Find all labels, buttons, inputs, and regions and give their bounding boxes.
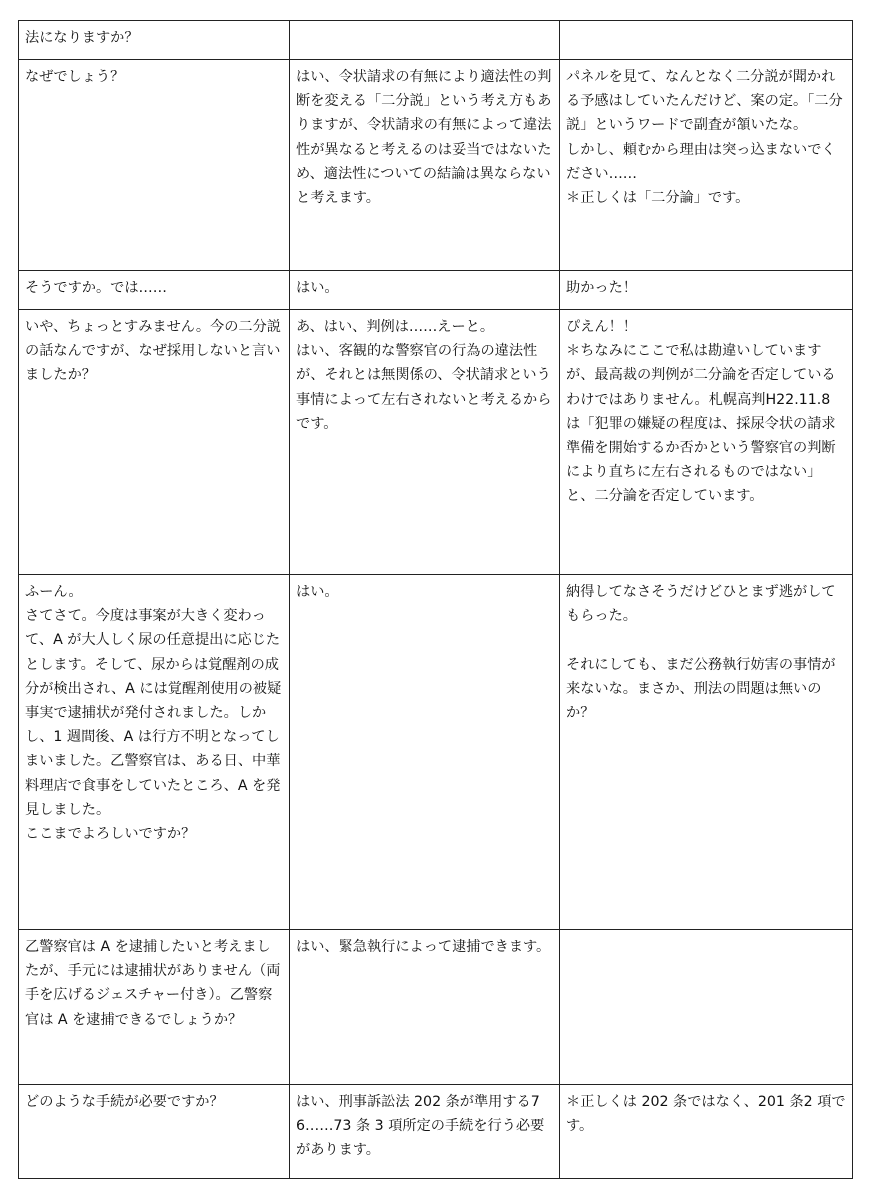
note-cell: 納得してなさそうだけどひとまず逃がしてもらった。 それにしても、まだ公務執行妨害の事情が来ないな。まさか、刑法の問題は無いのか？ [560,575,853,930]
answer-cell: あ、はい、判例は……えーと。 はい、客観的な警察官の行為の違法性が、それとは無関係の、令状請求という事情によって左右されないと考えるからです。 [290,310,560,575]
answer-cell: はい、令状請求の有無により適法性の判断を変える「二分説」という考え方もありますが、令状請求の有無によって違法性が異なると考えるのは妥当ではないため、適法性についての結論は異ならないと考えます。 [290,60,560,271]
table-row [19,310,853,575]
answer-cell: はい、緊急執行によって逮捕できます。 [290,930,560,1085]
examiner-cell: そうですか。では…… [19,271,290,310]
note-cell: パネルを見て、なんとなく二分説が聞かれる予感はしていたんだけど、案の定。「二分説」というワードで副査が頷いたな。 しかし、頼むから理由は突っ込まないでください…… ＊正しくは「二分論」です。 [560,60,853,271]
examiner-cell: 法になりますか？ [19,21,290,60]
answer-cell: はい。 [290,575,560,930]
examiner-cell: なぜでしょう？ [19,60,290,271]
table-row [19,575,853,930]
examiner-cell: どのような手続が必要ですか？ [19,1085,290,1179]
note-cell: ぴえん！！ ＊ちなみにここで私は勘違いしていますが、最高裁の判例が二分論を否定しているわけではありません。札幌高判H22.11.8 は「犯罪の嫌疑の程度は、採尿令状の請求準備を開始するか否かという警察官の判断により直ちに左右されるものではない」と、二分論を否定しています。 [560,310,853,575]
examiner-cell: ふーん。 さてさて。今度は事案が大きく変わって、A が大人しく尿の任意提出に応じたとします。そして、尿からは覚醒剤の成分が検出され、A には覚醒剤使用の被疑事実で逮捕状が発付されました。しかし、1 週間後、A は行方不明となってしまいました。乙警察官は、ある日、中華料理店で食事をしていたところ、A を発見しました。 ここまでよろしいですか？ [19,575,290,930]
examiner-cell: 乙警察官は A を逮捕したいと考えましたが、手元には逮捕状がありません（両手を広げるジェスチャー付き）。乙警察官は A を逮捕できるでしょうか？ [19,930,290,1085]
note-cell [560,930,853,1085]
table-row [19,21,853,60]
table-row [19,271,853,310]
table-row [19,930,853,1085]
examiner-cell: いや、ちょっとすみません。今の二分説の話なんですが、なぜ採用しないと言いましたか？ [19,310,290,575]
answer-cell: はい。 [290,271,560,310]
answer-cell [290,21,560,60]
table-row [19,1085,853,1179]
note-cell: ＊正しくは 202 条ではなく、201 条2 項です。 [560,1085,853,1179]
table-row [19,60,853,271]
answer-cell: はい、刑事訴訟法 202 条が準用する76……73 条 3 項所定の手続を行う必要があります。 [290,1085,560,1179]
note-cell [560,21,853,60]
note-cell: 助かった！ [560,271,853,310]
dialogue-table [18,20,853,1179]
